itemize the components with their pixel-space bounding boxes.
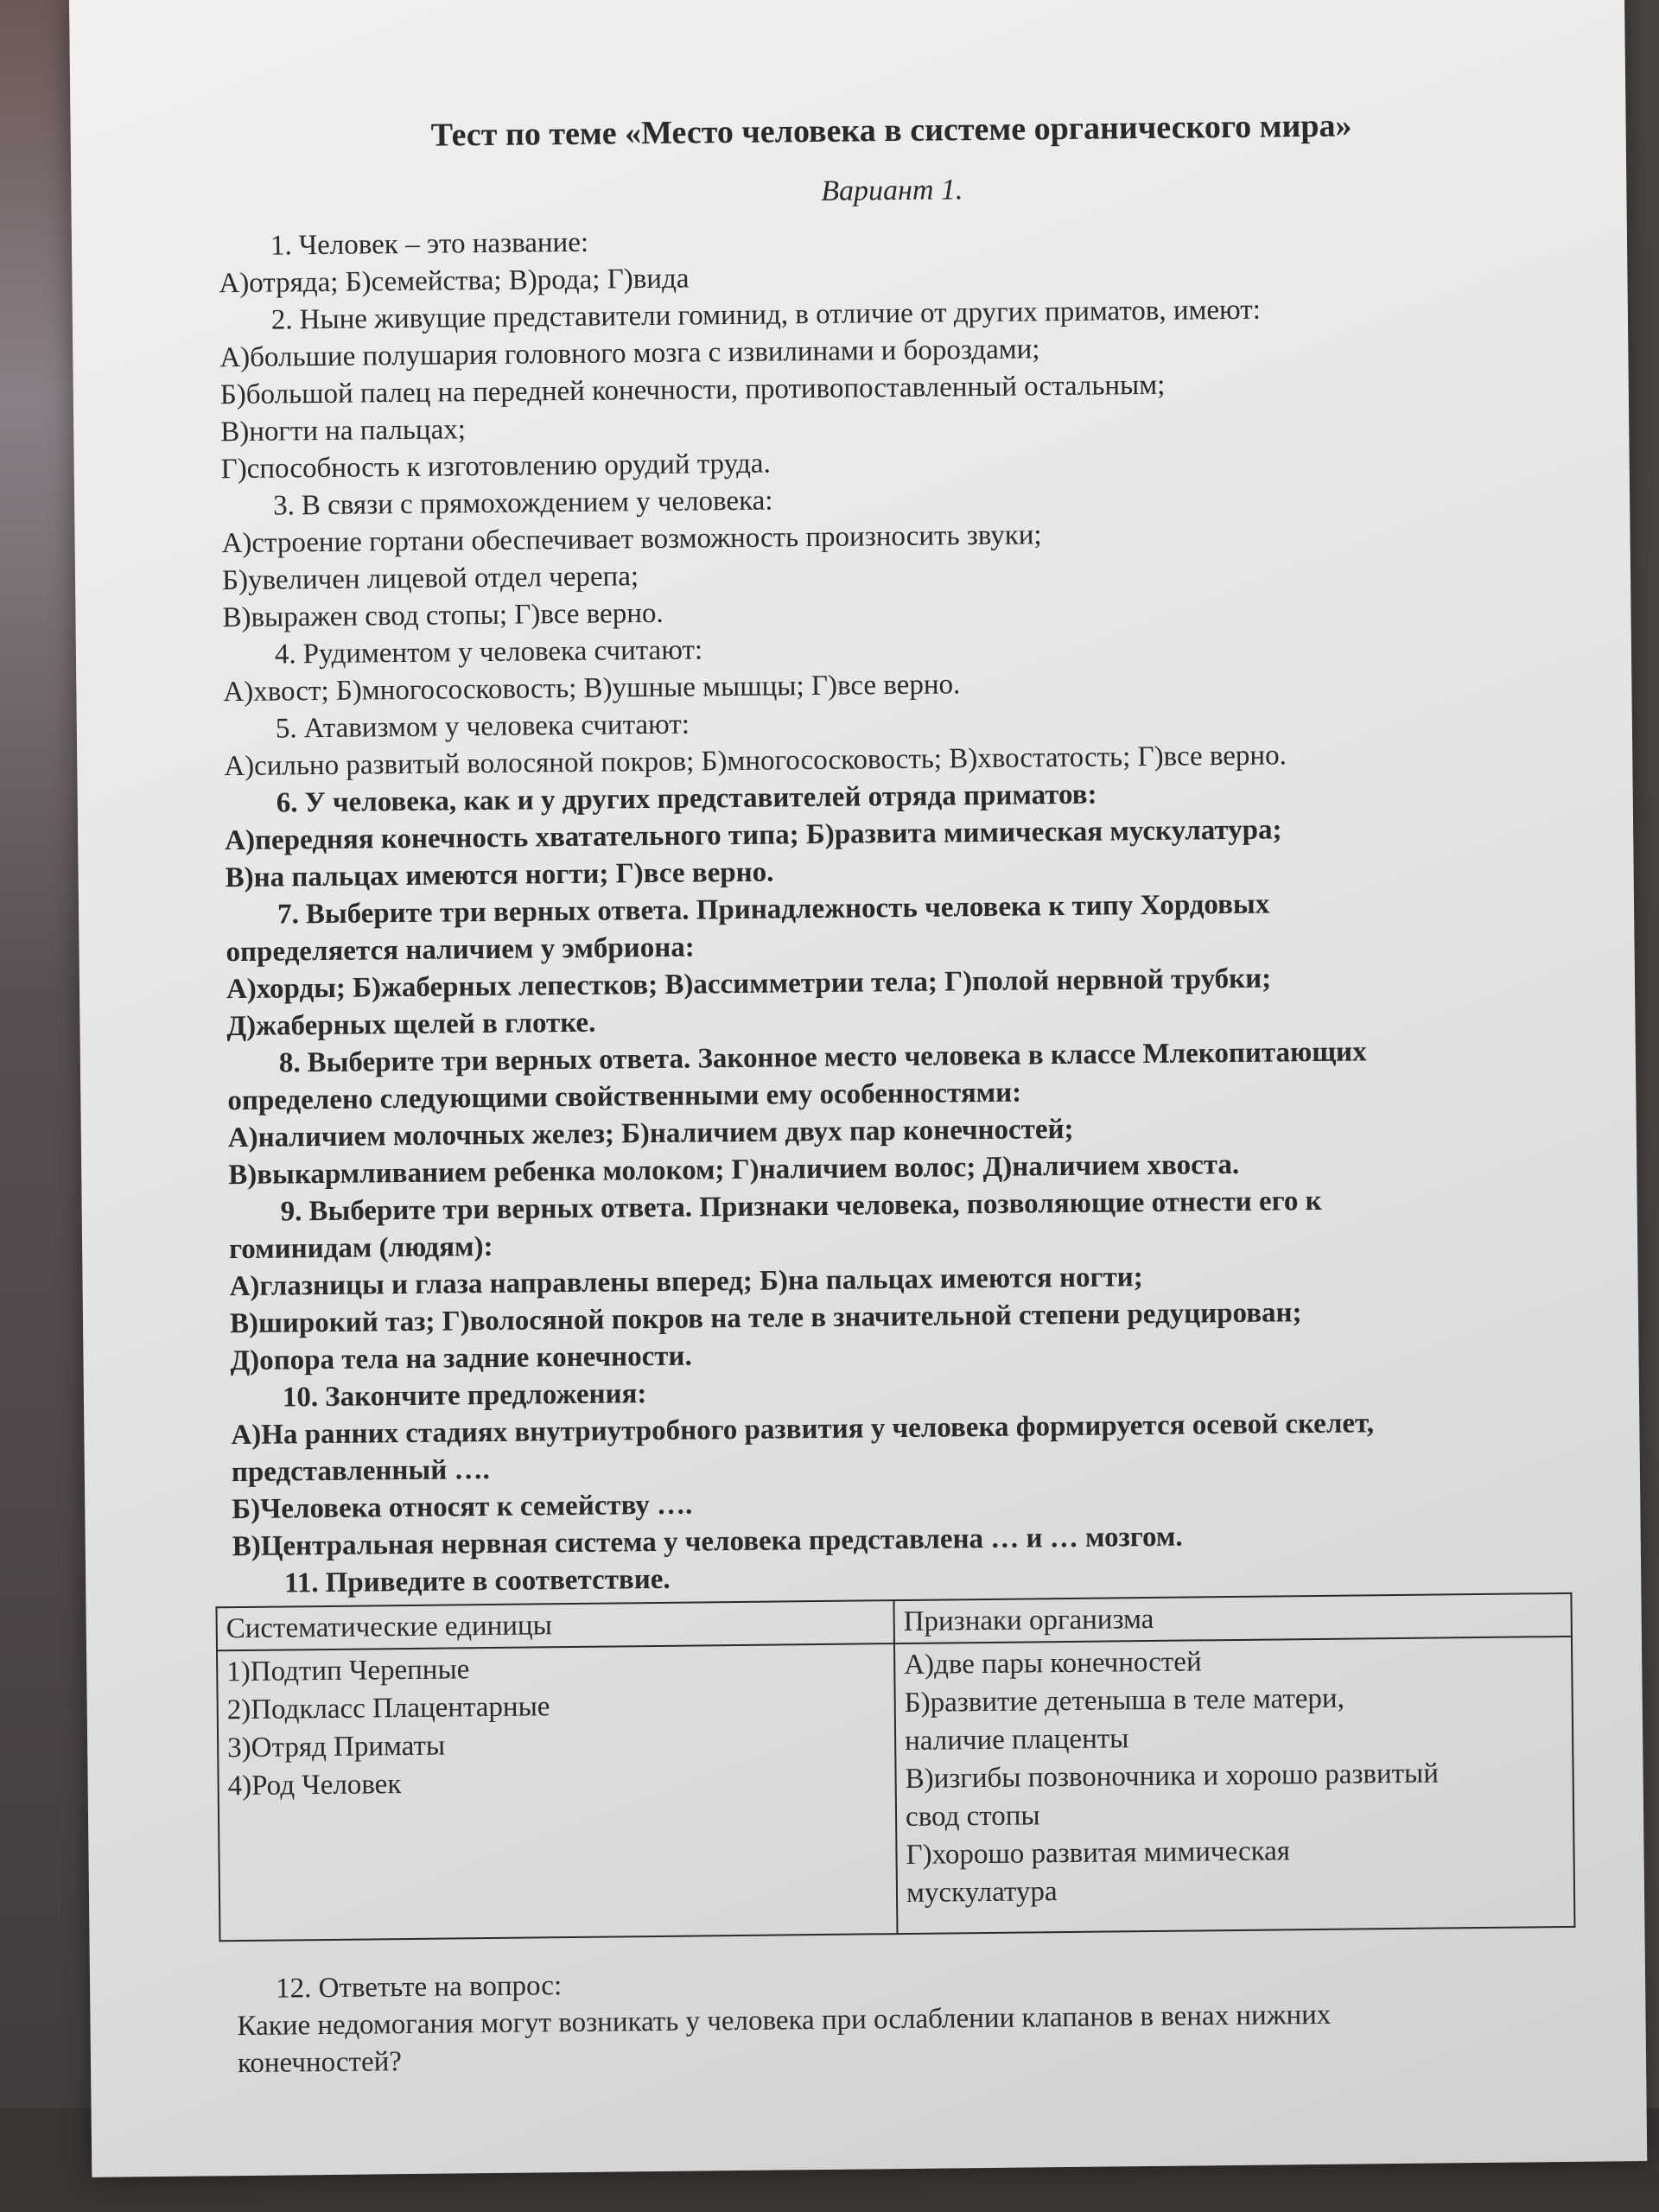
- question-number: 2.: [270, 304, 293, 336]
- question-number: 8.: [278, 1047, 301, 1079]
- organism-trait-item: В)изгибы позвоночника и хорошо развитый: [905, 1758, 1440, 1795]
- table-header-left: Систематические единицы: [216, 1600, 893, 1650]
- question-text-line: Какие недомогания могут возникать у человека при ослаблении клапанов в венах нижних: [237, 1999, 1332, 2043]
- systematic-unit-item: 1)Подтип Черепные: [226, 1654, 470, 1688]
- answer-options-line: А)большие полушария головного мозга с извилинами и бороздами;: [219, 334, 1040, 374]
- answer-options-line: Г)способность к изготовлению орудий труда.: [220, 448, 771, 486]
- question-number: 12.: [275, 1973, 312, 2005]
- answer-options-line: А)хвост; Б)многососковость; В)ушные мышцы; Г)все верно.: [223, 669, 961, 709]
- answer-options-line: В)выражен свод стопы; Г)все верно.: [222, 597, 664, 634]
- answer-options-line: В)выкармливанием ребенка молоком; Г)наличием волос; Д)наличием хвоста.: [228, 1148, 1240, 1192]
- answer-options-line: В)Центральная нервная система у человека представлена … и … мозгом.: [232, 1521, 1183, 1563]
- question-stem: Закончите предложения:: [325, 1378, 647, 1413]
- answer-options-line: Б)большой палец на передней конечности, противопоставленный остальным;: [219, 369, 1166, 411]
- systematic-unit-item: 2)Подкласс Плацентарные: [226, 1691, 550, 1726]
- question-stem-continuation: гоминидам (людям):: [228, 1230, 493, 1266]
- question-8: [227, 1032, 1577, 1194]
- question-stem: Выберите три верных ответа. Признаки человека, позволяющие отнести его к: [308, 1185, 1322, 1228]
- matching-table: [215, 1592, 1575, 1942]
- question-number: 3.: [272, 490, 296, 522]
- answer-options-line: А)глазницы и глаза направлены вперед; Б)на пальцах имеются ногти;: [229, 1262, 1143, 1303]
- question-12: [237, 1957, 1586, 2082]
- answer-options-line: Д)опора тела на задние конечности.: [230, 1340, 692, 1377]
- question-stem-continuation: определено следующими свойственными ему особенностями:: [227, 1077, 1022, 1117]
- question-stem: У человека, как и у других представителей отряда приматов:: [304, 779, 1097, 819]
- question-stem: В связи с прямохождением у человека:: [301, 485, 773, 522]
- question-number: 7.: [276, 899, 300, 931]
- question-number: 4.: [274, 639, 296, 671]
- question-5: [224, 697, 1573, 785]
- answer-options-line: А)строение гортани обеспечивает возможность произносить звуки;: [221, 519, 1042, 560]
- question-7: [226, 883, 1575, 1046]
- answer-options-line: Б)увеличен лицевой отдел черепа;: [221, 561, 639, 597]
- question-stem-continuation: определяется наличием у эмбриона:: [226, 931, 695, 969]
- answer-options-line: В)ногти на пальцах;: [220, 414, 467, 448]
- question-stem: Ныне живущие представители гоминид, в отличие от других приматов, имеют:: [299, 294, 1262, 336]
- questions-list: [219, 214, 1581, 1603]
- answer-options-line: А)наличием молочных желез; Б)наличием двух пар конечностей;: [227, 1113, 1074, 1154]
- question-3: [221, 474, 1571, 637]
- organism-trait-item: свод стопы: [905, 1800, 1040, 1833]
- variant-label: Вариант 1.: [821, 174, 963, 207]
- question-number: 5.: [275, 713, 297, 745]
- question-stem: Приведите в соответствие.: [325, 1563, 671, 1599]
- question-stem: Человек – это название:: [298, 226, 589, 262]
- systematic-unit-item: 4)Род Человек: [227, 1769, 402, 1802]
- question-stem: Выберите три верных ответа. Законное место человека в классе Млекопитающих: [307, 1036, 1367, 1079]
- question-stem: Ответьте на вопрос:: [318, 1970, 563, 2005]
- question-10: [231, 1366, 1580, 1566]
- question-number: 6.: [276, 787, 298, 819]
- answer-options-line: В)на пальцах имеются ногти; Г)все верно.: [225, 856, 774, 894]
- organism-trait-item: Б)развитие детеныша в теле матери,: [904, 1682, 1345, 1719]
- question-9: [228, 1180, 1578, 1380]
- organism-trait-item: А)две пары конечностей: [904, 1646, 1202, 1681]
- table-header-right: Признаки организма: [893, 1593, 1571, 1643]
- question-text-line: конечностей?: [237, 2046, 403, 2080]
- answer-options-line: Б)Человека относят к семейству ….: [232, 1489, 693, 1526]
- question-4: [223, 623, 1572, 711]
- answer-options-line: А)хорды; Б)жаберных лепестков; В)ассимметрии тела; Г)полой нервной трубки;: [226, 963, 1272, 1006]
- organism-trait-item: наличие плаценты: [904, 1723, 1129, 1757]
- answer-options-line: В)широкий таз; Г)волосяной покров на теле в значительной степени редуцирован;: [229, 1297, 1302, 1340]
- answer-options-line: Д)жаберных щелей в глотке.: [226, 1007, 596, 1043]
- question-stem: Атавизмом у человека считают:: [303, 709, 690, 745]
- question-stem: Выберите три верных ответа. Принадлежность человека к типу Хордовых: [305, 888, 1270, 931]
- question-1: [219, 214, 1567, 302]
- question-number: 11.: [284, 1567, 319, 1599]
- question-2: [219, 289, 1569, 488]
- answer-options-line: А)сильно развитый волосяной покров; Б)многососковость; В)хвостатость; Г)все верно.: [224, 740, 1287, 783]
- organism-trait-item: Г)хорошо развитая мимическая: [906, 1835, 1291, 1871]
- answer-options-line: А)отряда; Б)семейства; В)рода; Г)вида: [219, 263, 690, 300]
- answer-options-line: А)На ранних стадиях внутриутробного развития у человека формируется осевой скелет,: [231, 1408, 1375, 1452]
- answer-options-line: представленный ….: [231, 1453, 490, 1489]
- paper-sheet: [69, 0, 1647, 2177]
- answer-options-line: А)передняя конечность хватательного типа; Б)развита мимическая мускулатура;: [225, 814, 1282, 857]
- systematic-unit-item: 3)Отряд Приматы: [227, 1730, 446, 1764]
- table-cell-organism-traits: [894, 1637, 1574, 1934]
- organism-trait-item: мускулатура: [906, 1876, 1058, 1909]
- table-cell-systematic-units: [217, 1643, 897, 1941]
- question-number: 9.: [280, 1196, 302, 1228]
- question-stem: Рудиментом у человека считают:: [302, 634, 703, 671]
- document-title: Тест по теме «Место человека в системе органического мира»: [430, 107, 1352, 154]
- document-content: [217, 105, 1586, 2082]
- question-6: [225, 772, 1573, 897]
- question-number: 10.: [282, 1382, 319, 1414]
- question-number: 1.: [270, 230, 292, 262]
- table-row: [217, 1637, 1574, 1941]
